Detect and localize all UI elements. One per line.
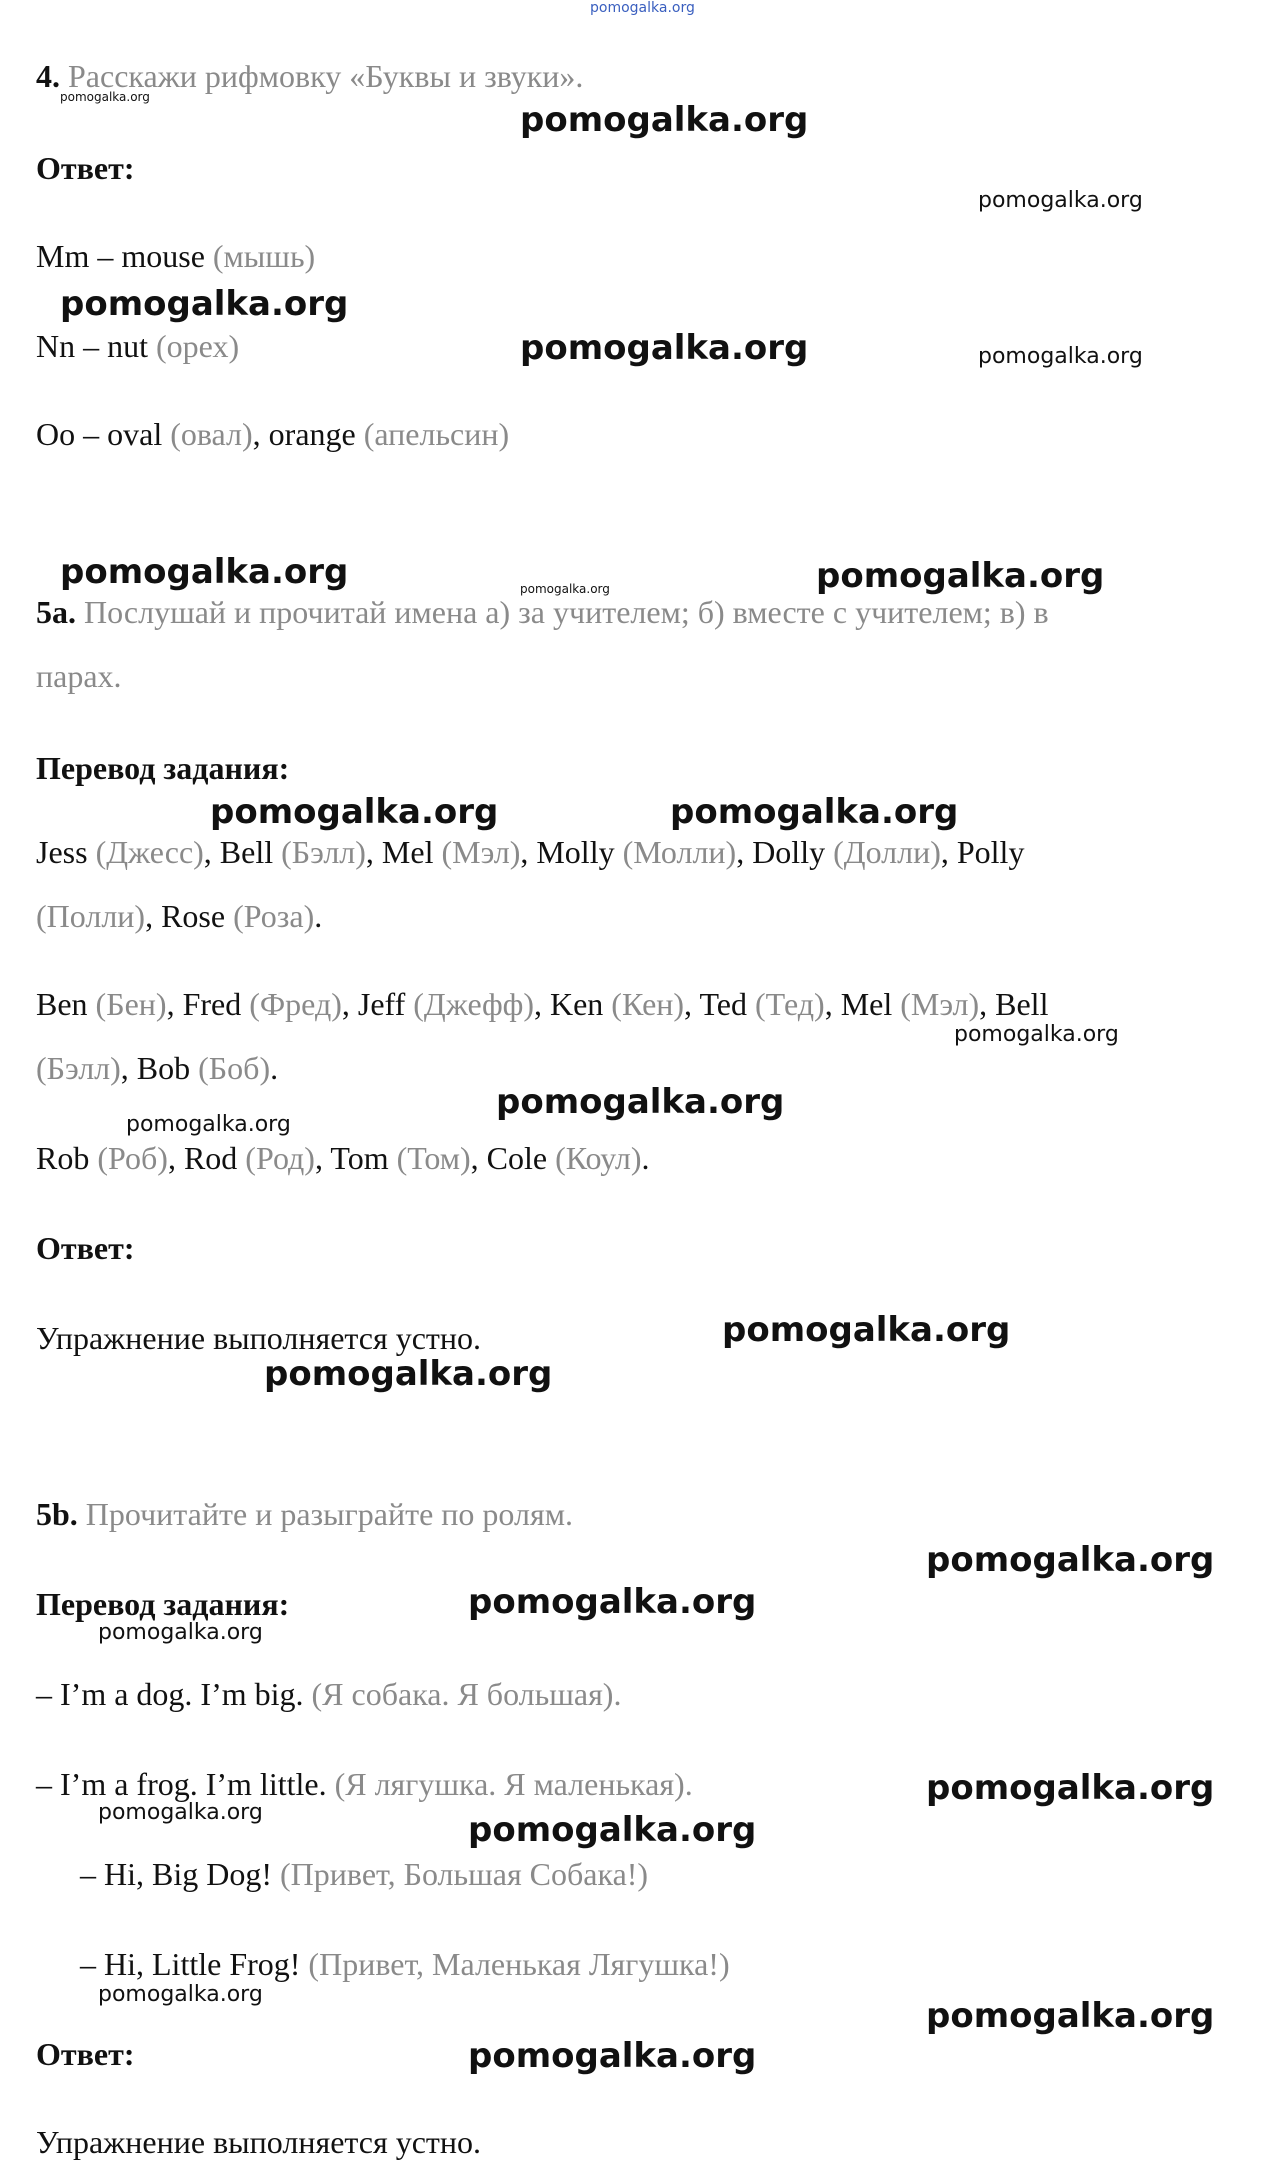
watermark: pomogalka.org xyxy=(210,792,499,832)
watermark: pomogalka.org xyxy=(978,344,1143,369)
task5a-heading xyxy=(36,592,1049,632)
task5a-translation-label: Перевод задания: xyxy=(36,750,290,786)
names-paragraph-1-line1 xyxy=(36,832,1024,872)
dialog-line xyxy=(36,1764,693,1804)
task4-line-mm xyxy=(36,236,315,276)
watermark: pomogalka.org xyxy=(98,1800,263,1825)
name-translation: (Бен) xyxy=(95,986,167,1022)
watermark: pomogalka.org xyxy=(98,1982,263,2007)
name-translation: (Джефф) xyxy=(413,986,534,1022)
line-en: Mm – mouse xyxy=(36,238,205,274)
watermark: pomogalka.org xyxy=(954,1022,1119,1047)
dialog-line xyxy=(80,1854,648,1894)
name-text: , Mel xyxy=(824,986,901,1022)
watermark: pomogalka.org xyxy=(264,1354,553,1394)
dialog-en: – I’m a dog. I’m big. xyxy=(36,1676,304,1712)
names-paragraph-1-line2 xyxy=(36,896,322,936)
task5b-number: 5b. xyxy=(36,1496,78,1532)
name-translation: (Фред) xyxy=(249,986,342,1022)
task4-answer-label: Ответ: xyxy=(36,150,135,186)
name-translation: (Мэл) xyxy=(441,834,521,870)
name-text: Jess xyxy=(36,834,96,870)
task4-number: 4. xyxy=(36,58,60,94)
name-text: , Rose xyxy=(145,898,234,934)
names-paragraph-3-line1 xyxy=(36,1138,650,1178)
watermark: pomogalka.org xyxy=(926,1768,1215,1808)
line-ru: (мышь) xyxy=(212,238,316,274)
watermark: pomogalka.org xyxy=(60,90,150,104)
name-translation: (Том) xyxy=(396,1140,471,1176)
name-text: , Ted xyxy=(684,986,755,1022)
dialog-en: – Hi, Little Frog! xyxy=(80,1946,301,1982)
name-translation: (Роб) xyxy=(97,1140,168,1176)
name-translation: (Коул) xyxy=(555,1140,642,1176)
task5a-text-line2: парах. xyxy=(36,658,122,694)
name-text: , Molly xyxy=(520,834,623,870)
task5b-answer-text: Упражнение выполняется устно. xyxy=(36,2124,481,2160)
names-paragraph-2-line1 xyxy=(36,984,1048,1024)
line-ru: (орех) xyxy=(156,328,240,364)
dialog-line xyxy=(36,1674,621,1714)
dialog-line xyxy=(80,1944,730,1984)
name-translation: (Роза) xyxy=(233,898,315,934)
name-translation: (Джесс) xyxy=(95,834,204,870)
name-translation: (Полли) xyxy=(36,898,146,934)
name-translation: (Долли) xyxy=(833,834,941,870)
watermark: pomogalka.org xyxy=(60,284,349,324)
task5b-text: Прочитайте и разыграйте по ролям. xyxy=(85,1496,573,1532)
line-en: , orange xyxy=(252,416,356,452)
watermark: pomogalka.org xyxy=(468,1582,757,1622)
name-translation: (Молли) xyxy=(622,834,737,870)
name-text: , Jeff xyxy=(341,986,414,1022)
name-translation: (Род) xyxy=(245,1140,315,1176)
name-text: , Dolly xyxy=(736,834,834,870)
name-translation: (Тед) xyxy=(754,986,825,1022)
watermark: pomogalka.org xyxy=(926,1996,1215,2036)
watermark: pomogalka.org xyxy=(520,100,809,140)
dialog-ru: (Я лягушка. Я маленькая). xyxy=(334,1766,693,1802)
name-text: , Ken xyxy=(533,986,612,1022)
watermark: pomogalka.org xyxy=(98,1620,263,1645)
name-text: . xyxy=(270,1050,279,1086)
name-text: . xyxy=(314,898,323,934)
watermark: pomogalka.org xyxy=(60,552,349,592)
name-translation: (Бэлл) xyxy=(281,834,366,870)
name-translation: (Бэлл) xyxy=(36,1050,121,1086)
task5a-text-line1: Послушай и прочитай имена а) за учителем; б) вместе с учителем; в) в xyxy=(84,594,1049,630)
name-translation: (Кен) xyxy=(611,986,685,1022)
watermark: pomogalka.org xyxy=(816,556,1105,596)
name-text: , Cole xyxy=(470,1140,556,1176)
name-text: , Bob xyxy=(120,1050,199,1086)
watermark: pomogalka.org xyxy=(670,792,959,832)
name-text: Rob xyxy=(36,1140,98,1176)
dialog-ru: (Привет, Маленькая Лягушка!) xyxy=(308,1946,730,1982)
task4-text: Расскажи рифмовку «Буквы и звуки». xyxy=(68,58,584,94)
watermark: pomogalka.org xyxy=(520,328,809,368)
watermark: pomogalka.org xyxy=(520,582,610,596)
watermark: pomogalka.org xyxy=(926,1540,1215,1580)
watermark: pomogalka.org xyxy=(126,1112,291,1137)
task4-line-oo xyxy=(36,414,509,454)
task5a-answer-text: Упражнение выполняется устно. xyxy=(36,1320,481,1356)
watermark: pomogalka.org xyxy=(978,188,1143,213)
dialog-ru: (Я собака. Я большая). xyxy=(311,1676,622,1712)
name-text: , Fred xyxy=(166,986,250,1022)
names-paragraph-2-line2 xyxy=(36,1048,278,1088)
watermark: pomogalka.org xyxy=(468,2036,757,2076)
line-en: Nn – nut xyxy=(36,328,148,364)
name-translation: (Боб) xyxy=(198,1050,271,1086)
name-translation: (Мэл) xyxy=(900,986,980,1022)
watermark-top: pomogalka.org xyxy=(590,0,695,16)
name-text: . xyxy=(641,1140,650,1176)
watermark: pomogalka.org xyxy=(722,1310,1011,1350)
line-en: Oo – oval xyxy=(36,416,163,452)
watermark: pomogalka.org xyxy=(468,1810,757,1850)
line-ru: (овал) xyxy=(170,416,253,452)
task5a-number: 5a. xyxy=(36,594,76,630)
task4-line-nn xyxy=(36,326,239,366)
name-text: , Bell xyxy=(203,834,282,870)
dialog-en: – I’m a frog. I’m little. xyxy=(36,1766,327,1802)
name-text: , Polly xyxy=(940,834,1025,870)
task5b-heading xyxy=(36,1494,573,1534)
name-text: Ben xyxy=(36,986,96,1022)
watermark: pomogalka.org xyxy=(496,1082,785,1122)
dialog-en: – Hi, Big Dog! xyxy=(80,1856,272,1892)
task5b-translation-label: Перевод задания: xyxy=(36,1586,290,1622)
name-text: , Bell xyxy=(979,986,1049,1022)
task5b-answer-label: Ответ: xyxy=(36,2036,135,2072)
task5a-answer-label: Ответ: xyxy=(36,1230,135,1266)
name-text: , Mel xyxy=(365,834,442,870)
dialog-ru: (Привет, Большая Собака!) xyxy=(280,1856,649,1892)
name-text: , Tom xyxy=(314,1140,397,1176)
name-text: , Rod xyxy=(167,1140,246,1176)
line-ru: (апельсин) xyxy=(363,416,510,452)
